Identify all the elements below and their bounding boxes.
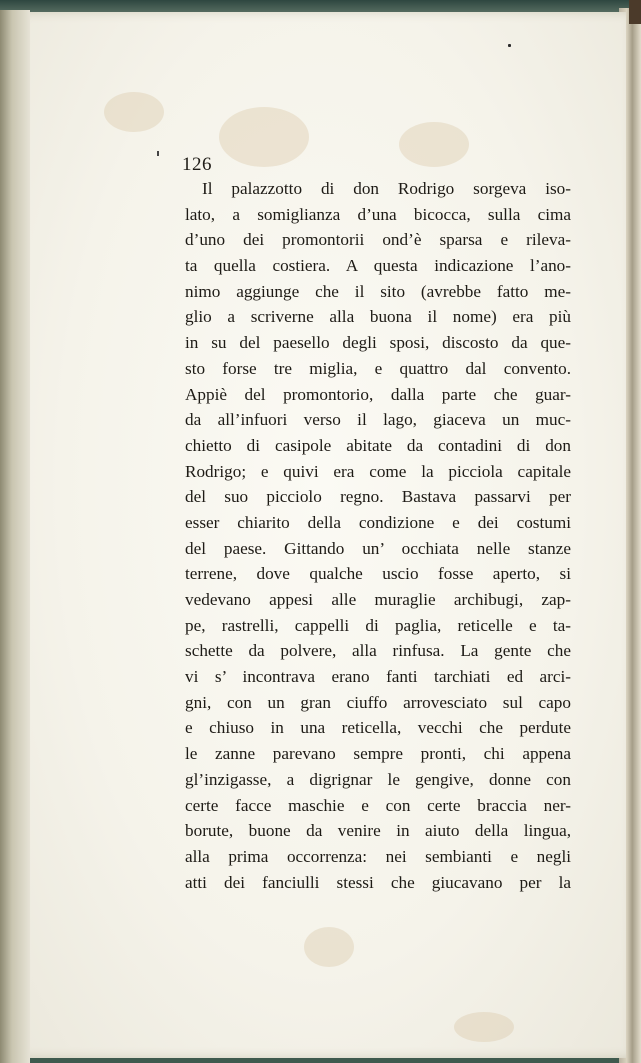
text-line: nimo aggiunge che il sito (avrebbe fatto me- — [185, 281, 571, 301]
text-line: pe, rastrelli, cappelli di paglia, reticelle e ta- — [185, 615, 571, 635]
foxing-stain — [219, 107, 309, 167]
foxing-stain — [304, 927, 354, 967]
foxing-stain — [104, 92, 164, 132]
text-line: gni, con un gran ciuffo arrovesciato sul capo — [185, 692, 571, 712]
body-text — [185, 176, 571, 895]
text-line: alla prima occorrenza: nei sembianti e negli — [185, 846, 571, 866]
foxing-stain — [399, 122, 469, 167]
text-line: Il palazzotto di don Rodrigo sorgeva iso- — [202, 179, 571, 198]
text-line: certe facce maschie e con certe braccia ner- — [185, 795, 571, 815]
text-line: del suo picciolo regno. Bastava passarvi per — [185, 487, 571, 507]
text-line: d’uno dei promontorii ond’è sparsa e rileva- — [185, 230, 571, 250]
foxing-stain — [454, 1012, 514, 1042]
text-line: ta quella costiera. A questa indicazione l’ano- — [185, 256, 571, 276]
text-line: schette da polvere, alla rinfusa. La gente che — [185, 641, 571, 661]
text-line: lato, a somiglianza d’una bicocca, sulla cima — [185, 204, 571, 224]
ink-speck — [508, 44, 511, 47]
text-line: del paese. Gittando un’ occhiata nelle stanze — [185, 538, 571, 558]
text-line: in su del paesello degli sposi, discosto da que- — [185, 333, 571, 353]
text-line: vi s’ incontrava erano fanti tarchiati ed arci- — [185, 667, 571, 687]
book-cover-corner — [629, 0, 641, 24]
text-line: le zanne parevano sempre pronti, chi appena — [185, 744, 571, 764]
page-number: 126 — [182, 154, 212, 175]
text-line: terrene, dove qualche uscio fosse aperto, si — [185, 564, 571, 584]
text-line: e chiuso in una reticella, vecchi che perdute — [185, 718, 571, 738]
text-line: chietto di casipole abitate da contadini di don — [185, 435, 571, 455]
page-gutter-shadow — [0, 10, 30, 1063]
text-line: atti dei fanciulli stessi che giucavano per la — [185, 872, 571, 892]
text-line: gl’inzigasse, a digrignar le gengive, donne con — [185, 769, 571, 789]
text-line: vedevano appesi alle muraglie archibugi, zap- — [185, 590, 571, 609]
text-line: da all’infuori verso il lago, giaceva un muc- — [185, 410, 571, 430]
text-line: sto forse tre miglia, e quattro dal convento. — [185, 358, 571, 378]
ink-mark — [157, 151, 159, 156]
text-line: glio a scriverne alla buona il nome) era più — [185, 307, 571, 327]
text-line: esser chiarito della condizione e dei costumi — [185, 512, 571, 532]
text-line: Rodrigo; e quivi era come la picciola capitale — [185, 461, 571, 481]
text-line: borute, buone da venire in aiuto della lingua, — [185, 821, 571, 841]
text-line: Appiè del promontorio, dalla parte che guar- — [185, 384, 571, 404]
